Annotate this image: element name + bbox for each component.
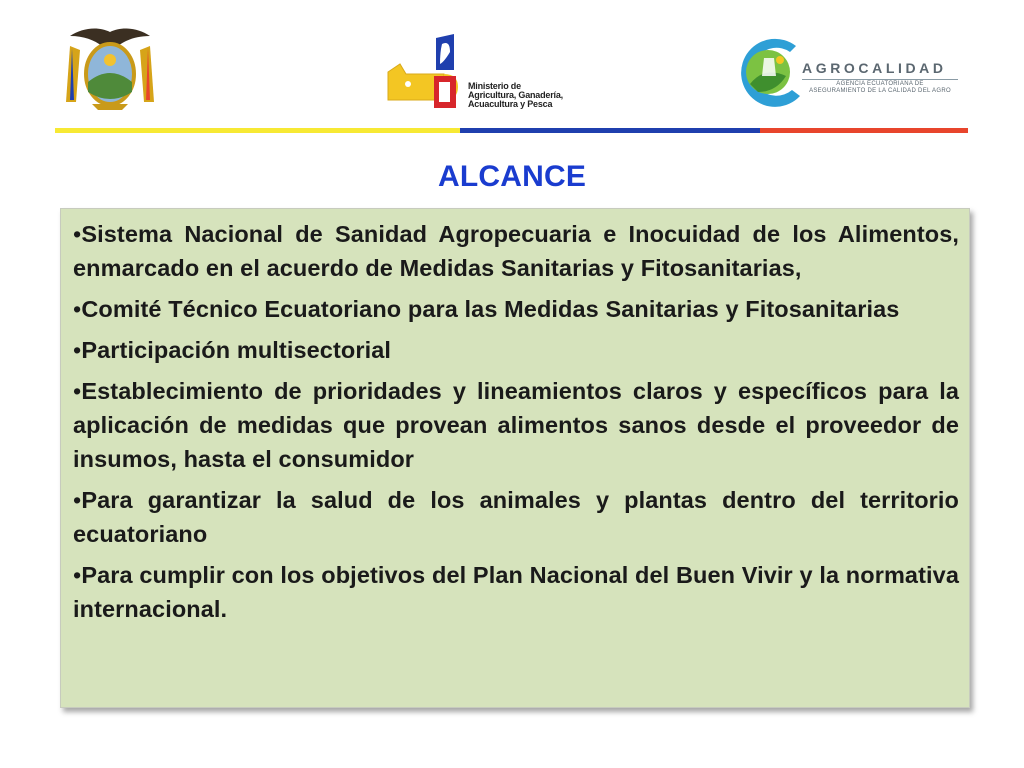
bullet-marker: •: [73, 487, 82, 513]
magap-logo-text: [468, 82, 563, 109]
bullet-text: Comité Técnico Ecuatoriano para las Medidas Sanitarias y Fitosanitarias: [81, 296, 900, 322]
bullet-item: [73, 483, 959, 551]
bullet-text: Sistema Nacional de Sanidad Agropecuaria e Inocuidad de los Alimentos, enmarcado en el acuerdo de Medidas Sanitarias y Fitosanitarias,: [73, 221, 959, 281]
content-box: [60, 208, 970, 708]
bullet-marker: •: [73, 562, 82, 588]
bullet-item: [73, 333, 959, 367]
header-stripe-yellow: [55, 128, 460, 133]
magap-line-3: Acuacultura y Pesca: [468, 99, 553, 109]
bullet-text: Para garantizar la salud de los animales y plantas dentro del territorio ecuatoriano: [73, 487, 959, 547]
agrocalidad-subtitle: [802, 79, 958, 95]
bullet-marker: •: [73, 221, 82, 247]
bullet-text: Establecimiento de prioridades y lineamientos claros y específicos para la aplicación de medidas que provean alimentos sanos desde el proveedor de insumos, hasta el consumidor: [73, 378, 959, 472]
bullet-item: [73, 217, 959, 285]
magap-line-2: Agricultura, Ganadería,: [468, 90, 563, 100]
bullet-text: Participación multisectorial: [81, 337, 392, 363]
magap-line-1: Ministerio de: [468, 81, 521, 91]
bullet-marker: •: [73, 296, 82, 322]
header-stripe-red: [760, 128, 968, 133]
bullet-item: [73, 292, 959, 326]
bullet-marker: •: [73, 337, 82, 363]
bullet-text: Para cumplir con los objetivos del Plan Nacional del Buen Vivir y la normativa internacional.: [73, 562, 959, 622]
bullet-marker: •: [73, 378, 82, 404]
slide-header: [0, 0, 1024, 140]
ecuador-coat-of-arms-icon: [62, 26, 158, 112]
slide-title: ALCANCE: [437, 160, 587, 193]
agrocalidad-subtitle-line-1: AGENCIA ECUATORIANA DE: [836, 81, 924, 87]
bullet-item: [73, 374, 959, 476]
bullet-list: [73, 217, 959, 626]
agrocalidad-title: AGROCALIDAD: [802, 60, 947, 76]
agrocalidad-subtitle-line-2: ASEGURAMIENTO DE LA CALIDAD DEL AGRO: [809, 88, 951, 94]
bullet-item: [73, 558, 959, 626]
header-stripe-blue: [460, 128, 760, 133]
